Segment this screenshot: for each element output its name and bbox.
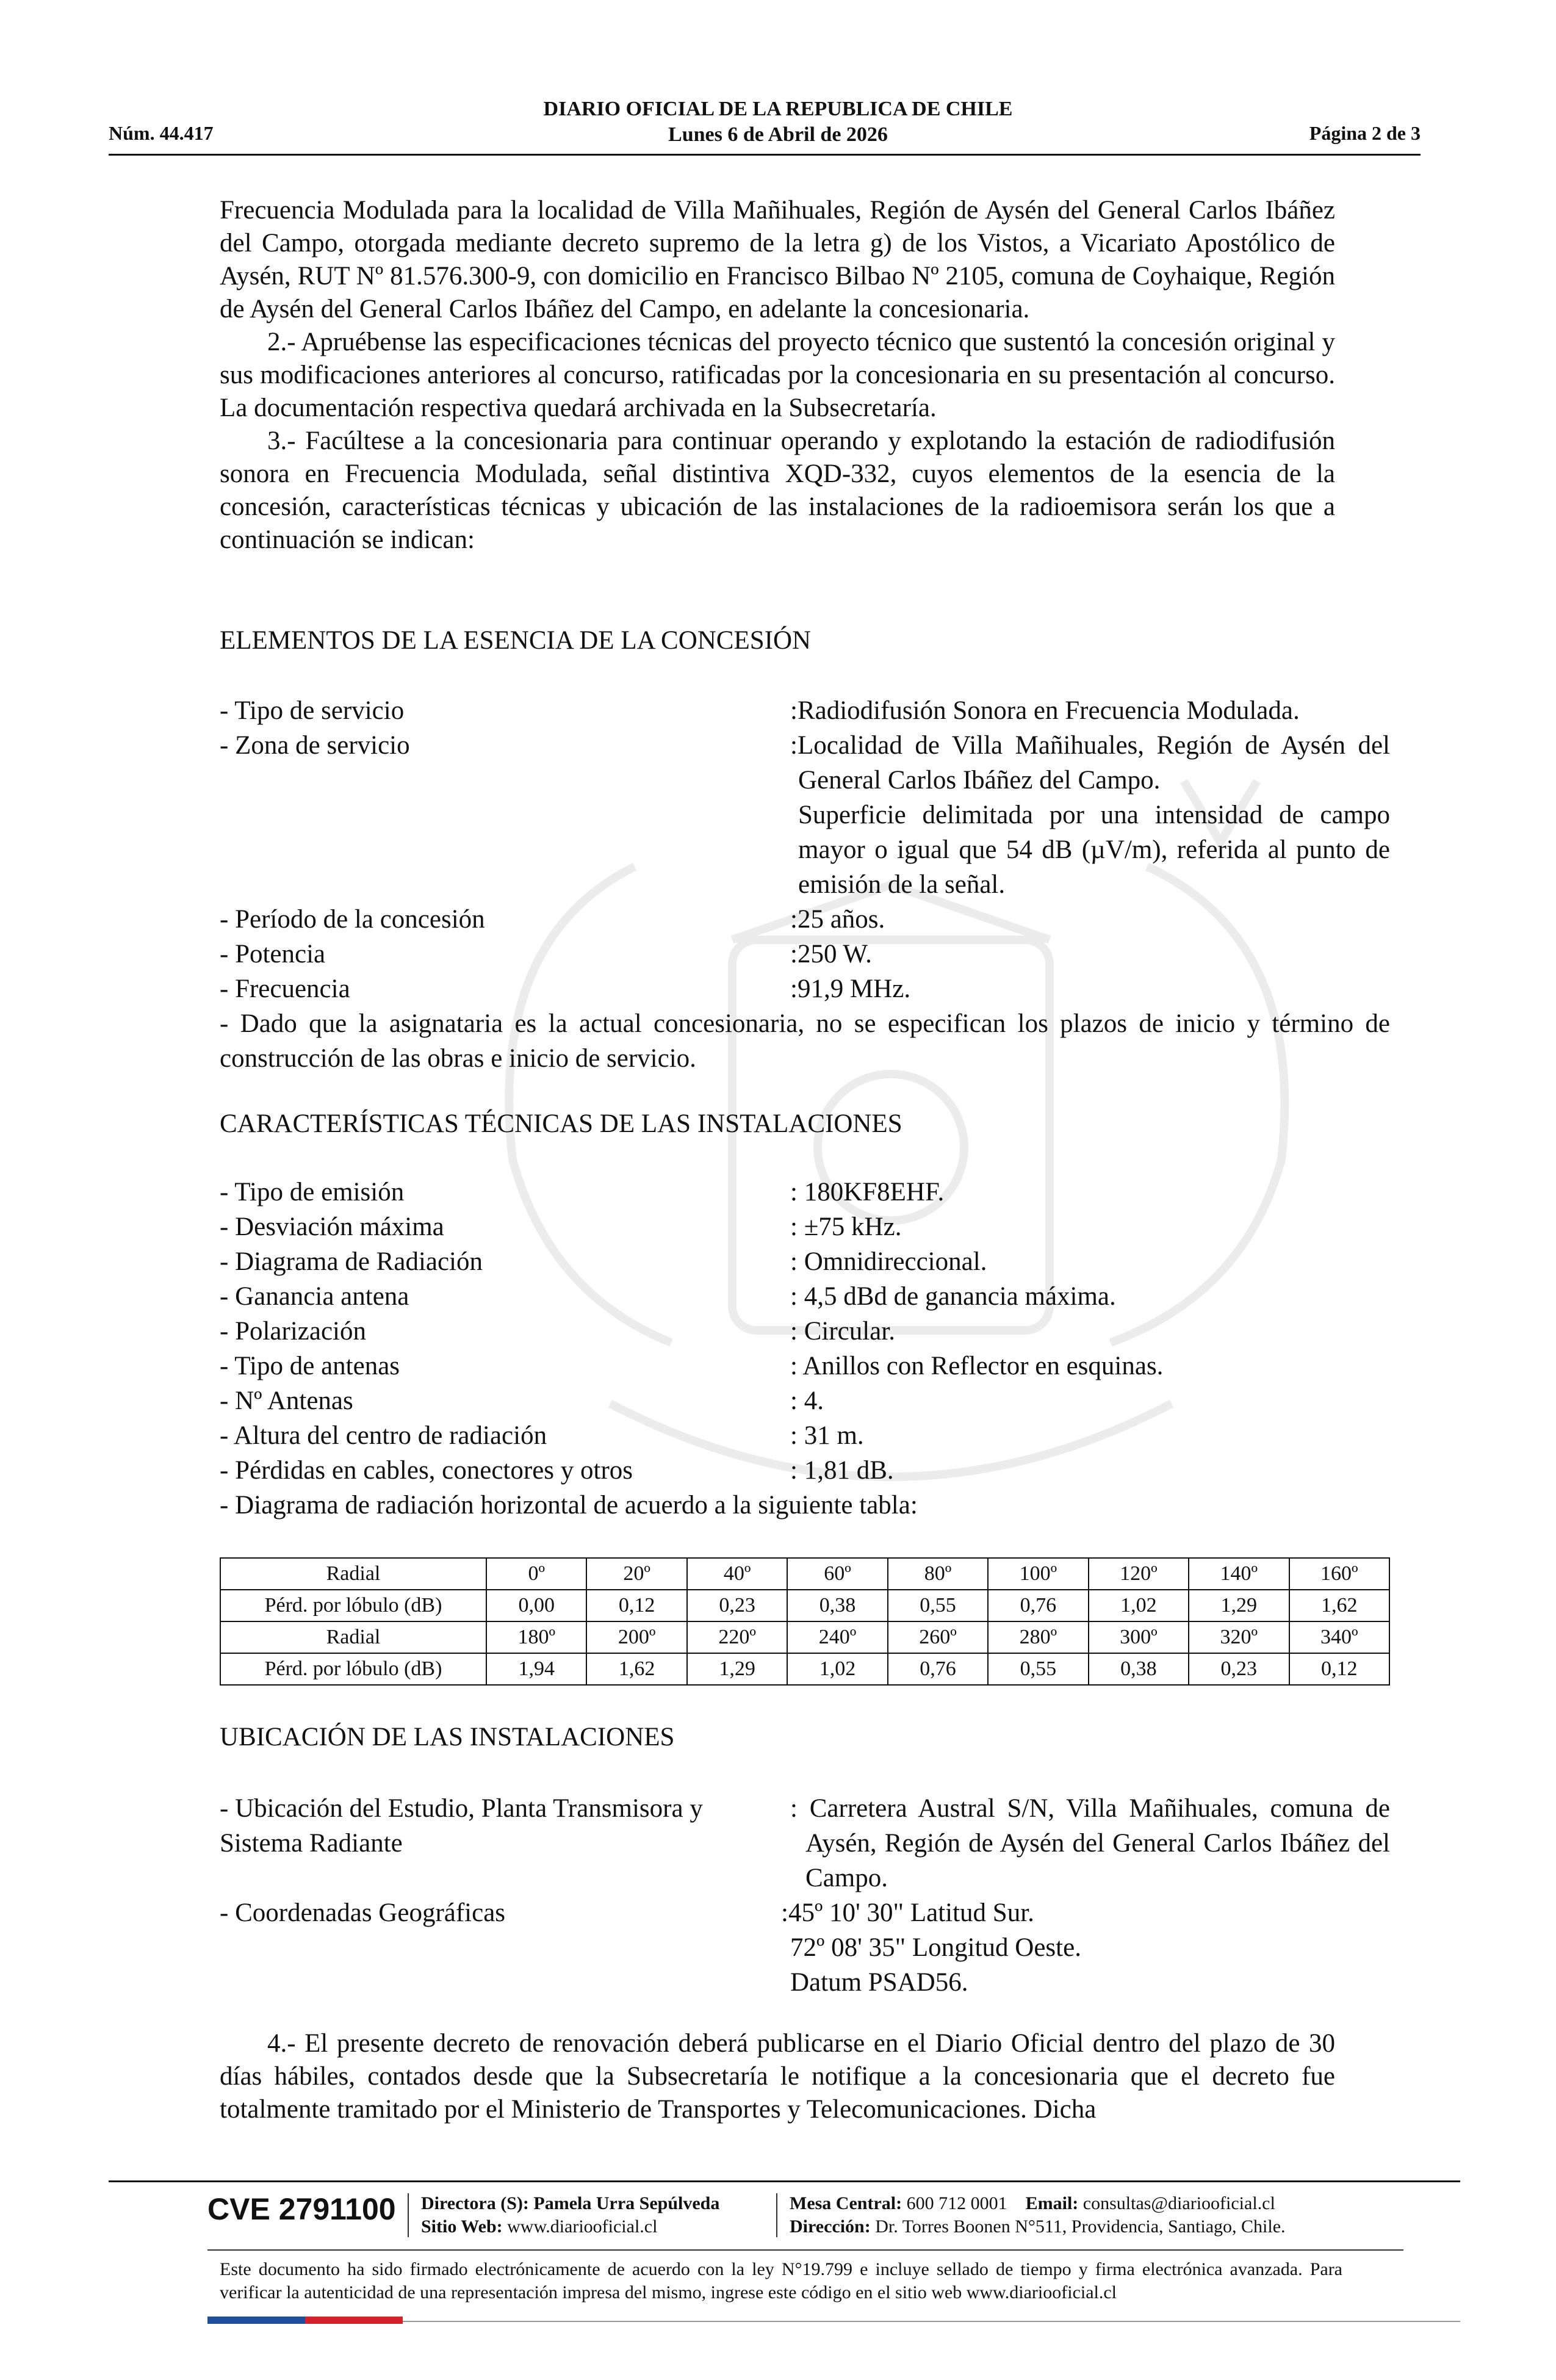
table-cell: 1,29 bbox=[687, 1653, 787, 1685]
essence-value: :Localidad de Villa Mañihuales, Región de Aysén del General Carlos Ibáñez del Campo. Superficie delimitada por una intensidad de campo mayor o igual que 54 dB (µV/m), referida al punto de emisión de la señal. bbox=[790, 728, 1390, 902]
technical-value: : Anillos con Reflector en esquinas. bbox=[790, 1352, 1164, 1380]
table-cell: 0,55 bbox=[888, 1590, 988, 1621]
essence-row bbox=[220, 937, 1390, 972]
table-row-radial bbox=[220, 1621, 1389, 1653]
technical-value: : 31 m. bbox=[790, 1421, 864, 1450]
table-cell: 1,02 bbox=[1089, 1590, 1189, 1621]
table-cell: 20º bbox=[586, 1558, 686, 1590]
table-cell: 40º bbox=[687, 1558, 787, 1590]
technical-list bbox=[220, 1175, 1390, 1523]
technical-label: - Tipo de antenas bbox=[220, 1352, 400, 1380]
table-row-loss bbox=[220, 1590, 1389, 1621]
table-cell: 0,12 bbox=[1289, 1653, 1390, 1685]
essence-row bbox=[220, 693, 1390, 728]
table-cell: 60º bbox=[787, 1558, 887, 1590]
table-cell: 280º bbox=[988, 1621, 1088, 1653]
table-cell: 100º bbox=[988, 1558, 1088, 1590]
table-cell: 1,29 bbox=[1189, 1590, 1289, 1621]
essence-label: - Período de la concesión bbox=[220, 905, 485, 934]
signature-note: Este documento ha sido firmado electrónicamente de acuerdo con la ley N°19.799 e incluye sellado de tiempo y firma electrónica avanzada. Para verificar la autenticidad de una representación impresa del mismo, ingrese este código en el sitio web www.diariooficial.cl bbox=[220, 2259, 1342, 2302]
table-cell: 0,76 bbox=[888, 1653, 988, 1685]
studio-value: : Carretera Austral S/N, Villa Mañihuales, comuna de Aysén, Región de Aysén del General Carlos Ibáñez del Campo. bbox=[790, 1794, 1390, 1892]
technical-label: - Diagrama de Radiación bbox=[220, 1247, 483, 1276]
essence-row bbox=[220, 902, 1390, 937]
opening-text bbox=[220, 194, 1335, 557]
table-cell: 220º bbox=[687, 1621, 787, 1653]
essence-row bbox=[220, 972, 1390, 1006]
table-cell: 0,55 bbox=[988, 1653, 1088, 1685]
technical-label: - Polarización bbox=[220, 1317, 366, 1346]
flag-blue bbox=[207, 2317, 305, 2324]
location-row bbox=[220, 1895, 1390, 2000]
essence-row bbox=[220, 728, 1390, 902]
table-cell: 0,23 bbox=[1189, 1653, 1289, 1685]
essence-note: - Dado que la asignataria es la actual concesionaria, no se especifican los plazos de inicio y término de construcción de las obras e inicio de servicio. bbox=[220, 1009, 1390, 1073]
footer-rule bbox=[109, 2180, 1460, 2182]
technical-label: - Pérdidas en cables, conectores y otros bbox=[220, 1456, 633, 1485]
technical-value: : 4,5 dBd de ganancia máxima. bbox=[790, 1282, 1116, 1311]
technical-row bbox=[220, 1175, 1390, 1210]
table-row-radial bbox=[220, 1558, 1389, 1590]
technical-value: : Omnidireccional. bbox=[790, 1247, 987, 1276]
table-cell: 0,23 bbox=[687, 1590, 787, 1621]
flag-stripe bbox=[207, 2317, 403, 2324]
website-link[interactable]: www.diariooficial.cl bbox=[507, 2216, 658, 2237]
table-cell: 200º bbox=[586, 1621, 686, 1653]
location-row bbox=[220, 1791, 1390, 1895]
page-number: Página 2 de 3 bbox=[1309, 122, 1421, 144]
table-cell: 160º bbox=[1289, 1558, 1390, 1590]
essence-heading: ELEMENTOS DE LA ESENCIA DE LA CONCESIÓN bbox=[220, 626, 812, 655]
paragraph-1: Frecuencia Modulada para la localidad de Villa Mañihuales, Región de Aysén del General Carlos Ibáñez del Campo, otorgada mediante decreto supremo de la letra g) de los Vistos, a Vicariato Apostólico de Aysén, RUT Nº 81.576.300-9, con domicilio en Francisco Bilbao Nº 2105, comuna de Coyhaique, Región de Aysén del General Carlos Ibáñez del Campo, en adelante la concesionaria. bbox=[220, 196, 1335, 323]
paragraph-4: 4.- El presente decreto de renovación deberá publicarse en el Diario Oficial dentro del plazo de 30 días hábiles, contados desde que la Subsecretaría le notifique a la concesionaria que el decreto fue totalmente tramitado por el Ministerio de Transportes y Telecomunicaciones. Dicha bbox=[220, 2029, 1335, 2124]
header-rule bbox=[109, 154, 1421, 156]
footer-divider bbox=[408, 2193, 409, 2237]
technical-row bbox=[220, 1210, 1390, 1244]
technical-label: - Altura del centro de radiación bbox=[220, 1421, 547, 1450]
table-cell: 320º bbox=[1189, 1621, 1289, 1653]
essence-value: :91,9 MHz. bbox=[790, 975, 911, 1003]
studio-label: - Ubicación del Estudio, Planta Transmisora y Sistema Radiante bbox=[220, 1794, 703, 1858]
table-cell: 1,62 bbox=[1289, 1590, 1390, 1621]
radial-header: Radial bbox=[220, 1558, 486, 1590]
location-heading: UBICACIÓN DE LAS INSTALACIONES bbox=[220, 1723, 675, 1751]
essence-value: :Radiodifusión Sonora en Frecuencia Modulada. bbox=[790, 696, 1300, 725]
technical-label: - Ganancia antena bbox=[220, 1282, 409, 1311]
table-cell: 120º bbox=[1089, 1558, 1189, 1590]
essence-value: :25 años. bbox=[790, 905, 885, 934]
flag-red bbox=[305, 2317, 403, 2324]
technical-label: - Nº Antenas bbox=[220, 1387, 353, 1415]
email-link[interactable]: consultas@diariooficial.cl bbox=[1082, 2193, 1275, 2213]
footer-rule bbox=[207, 2249, 1403, 2251]
technical-row bbox=[220, 1314, 1390, 1349]
essence-label: - Tipo de servicio bbox=[220, 696, 405, 725]
technical-row bbox=[220, 1383, 1390, 1418]
loss-header: Pérd. por lóbulo (dB) bbox=[220, 1590, 486, 1621]
technical-heading: CARACTERÍSTICAS TÉCNICAS DE LAS INSTALACIONES bbox=[220, 1109, 902, 1138]
paragraph-3: 3.- Facúltese a la concesionaria para continuar operando y explotando la estación de radiodifusión sonora en Frecuencia Modulada, señal distintiva XQD-332, cuyos elementos de la esencia de la concesión, características técnicas y ubicación de las instalaciones de la radioemisora serán los que a continuación se indican: bbox=[220, 427, 1335, 554]
technical-row bbox=[220, 1349, 1390, 1383]
essence-value: :250 W. bbox=[790, 940, 872, 968]
table-cell: 0,76 bbox=[988, 1590, 1088, 1621]
radiation-table bbox=[220, 1557, 1390, 1686]
technical-value: : 1,81 dB. bbox=[790, 1456, 894, 1485]
footer-director-block: Directora (S): Pamela Urra Sepúlveda Sitio Web: www.diariooficial.cl bbox=[421, 2193, 720, 2237]
loss-header: Pérd. por lóbulo (dB) bbox=[220, 1653, 486, 1685]
table-cell: 260º bbox=[888, 1621, 988, 1653]
technical-value: : Circular. bbox=[790, 1317, 895, 1346]
paragraph-2: 2.- Apruébense las especificaciones técnicas del proyecto técnico que sustentó la concesión original y sus modificaciones anteriores al concurso, ratificadas por la concesionaria en su presentación al concurso. La documentación respectiva quedará archivada en la Subsecretaría. bbox=[220, 328, 1335, 422]
gazette-title: DIARIO OFICIAL DE LA REPUBLICA DE CHILE bbox=[543, 98, 1013, 120]
location-list bbox=[220, 1791, 1390, 2000]
table-cell: 340º bbox=[1289, 1621, 1390, 1653]
table-cell: 80º bbox=[888, 1558, 988, 1590]
coords-label: - Coordenadas Geográficas bbox=[220, 1899, 506, 1927]
essence-label: - Potencia bbox=[220, 940, 326, 968]
table-cell: 0,12 bbox=[586, 1590, 686, 1621]
table-intro: - Diagrama de radiación horizontal de acuerdo a la siguiente tabla: bbox=[220, 1491, 918, 1520]
technical-row bbox=[220, 1453, 1390, 1488]
technical-label: - Desviación máxima bbox=[220, 1213, 444, 1241]
essence-label: - Zona de servicio bbox=[220, 731, 410, 760]
technical-label: - Tipo de emisión bbox=[220, 1178, 405, 1206]
table-cell: 1,94 bbox=[486, 1653, 586, 1685]
table-cell: 0º bbox=[486, 1558, 586, 1590]
table-cell: 1,02 bbox=[787, 1653, 887, 1685]
cve-code: CVE 2791100 bbox=[207, 2192, 396, 2226]
table-cell: 140º bbox=[1189, 1558, 1289, 1590]
table-cell: 180º bbox=[486, 1621, 586, 1653]
table-cell: 1,62 bbox=[586, 1653, 686, 1685]
technical-value: : 4. bbox=[790, 1387, 824, 1415]
radial-header: Radial bbox=[220, 1621, 486, 1653]
technical-row bbox=[220, 1244, 1390, 1279]
footer-rule bbox=[403, 2321, 1460, 2322]
closing-text bbox=[220, 2027, 1335, 2126]
technical-row bbox=[220, 1418, 1390, 1453]
issue-date: Lunes 6 de Abril de 2026 bbox=[668, 123, 888, 146]
footer-divider bbox=[776, 2193, 777, 2237]
table-row-loss bbox=[220, 1653, 1389, 1685]
table-cell: 0,00 bbox=[486, 1590, 586, 1621]
issue-number: Núm. 44.417 bbox=[109, 122, 214, 144]
coords-value: :45º 10' 30" Latitud Sur. 72º 08' 35" Longitud Oeste. Datum PSAD56. bbox=[781, 1899, 1081, 1997]
technical-row bbox=[220, 1279, 1390, 1314]
table-cell: 240º bbox=[787, 1621, 887, 1653]
essence-value-extra: Superficie delimitada por una intensidad de campo mayor o igual que 54 dB (µV/m), referida al punto de emisión de la señal. bbox=[798, 801, 1390, 899]
essence-label: - Frecuencia bbox=[220, 975, 350, 1003]
table-cell: 0,38 bbox=[1089, 1653, 1189, 1685]
table-cell: 0,38 bbox=[787, 1590, 887, 1621]
table-cell: 300º bbox=[1089, 1621, 1189, 1653]
technical-value: : 180KF8EHF. bbox=[790, 1178, 945, 1206]
technical-value: : ±75 kHz. bbox=[790, 1213, 902, 1241]
footer-contact-block: Mesa Central: 600 712 0001 Email: consultas@diariooficial.cl Dirección: Dr. Torres Boonen N°511, Providencia, Santiago, Chile. bbox=[790, 2193, 1286, 2237]
essence-list bbox=[220, 693, 1390, 1076]
